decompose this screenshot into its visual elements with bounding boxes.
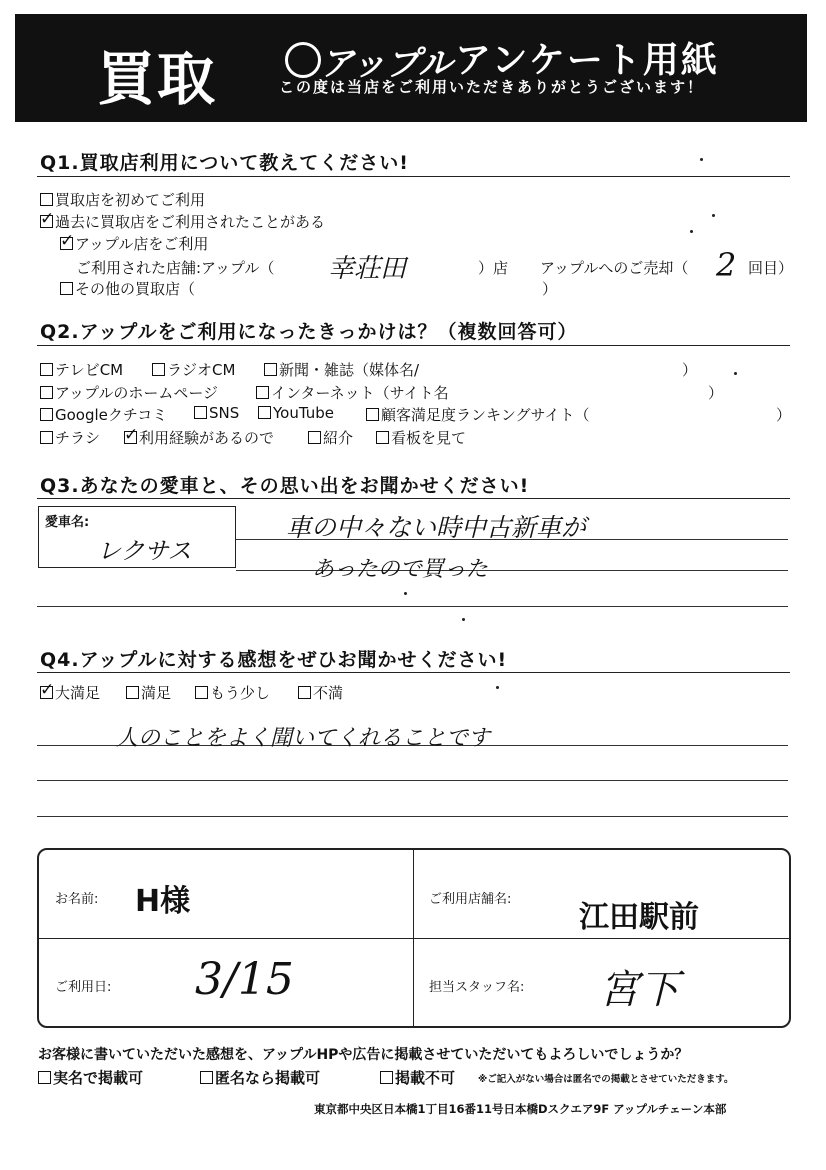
date-value[interactable]: 3/15	[195, 954, 294, 1005]
q1-count-label: アップルへのご売却（	[540, 259, 689, 277]
q1-count-suffix: 回目）	[748, 259, 794, 277]
checkbox[interactable]	[152, 363, 165, 376]
q4-option-dissatisfied[interactable]: 不満	[298, 682, 343, 703]
comment-line-2	[37, 780, 788, 781]
q2-newspaper-close: ）	[682, 361, 698, 379]
checkbox[interactable]	[194, 406, 207, 419]
q2-title: Q2.アップルをご利用になったきっかけは？（複数回答可）	[40, 321, 578, 343]
checkbox-checked[interactable]	[124, 431, 137, 444]
checkbox[interactable]	[200, 1071, 213, 1084]
checkbox[interactable]	[40, 363, 53, 376]
q1-store-suffix: ）店	[478, 259, 509, 277]
comment-line-3	[37, 816, 788, 817]
checkbox[interactable]	[380, 1071, 393, 1084]
scan-speck	[712, 214, 715, 217]
header-subtitle: この度は当店をご利用いただきありがとうございます！	[279, 78, 705, 96]
header-banner	[15, 14, 807, 122]
checkbox-checked[interactable]	[60, 237, 73, 250]
staff-label: 担当スタッフ名:	[429, 980, 525, 995]
q2-option-internet[interactable]: インターネット（サイト名	[256, 382, 449, 403]
q2-option-homepage[interactable]: アップルのホームページ	[40, 382, 218, 403]
publish-note: ※ご記入がない場合は匿名での掲載とさせていただきます。	[478, 1074, 734, 1085]
checkbox[interactable]	[264, 363, 277, 376]
q4-divider	[37, 672, 790, 673]
scan-speck	[734, 372, 737, 375]
checkbox[interactable]	[40, 408, 53, 421]
date-label: ご利用日:	[55, 980, 112, 995]
scan-speck	[404, 592, 407, 595]
q1-option-used-before[interactable]: ✓過去に買取店をご利用されたことがある	[40, 211, 325, 232]
scan-speck	[690, 230, 693, 233]
staff-value[interactable]: 宮下	[599, 967, 679, 1013]
scan-speck	[700, 158, 703, 161]
checkbox[interactable]	[40, 431, 53, 444]
q1-divider	[37, 176, 790, 177]
q2-option-tv[interactable]: テレビCM	[40, 359, 123, 380]
checkbox[interactable]	[195, 686, 208, 699]
store-name-label: ご利用店舗名:	[429, 892, 512, 907]
checkbox[interactable]	[40, 193, 53, 206]
q4-option-very-satisfied[interactable]: ✓大満足	[40, 682, 100, 703]
checkbox[interactable]	[126, 686, 139, 699]
q2-option-radio[interactable]: ラジオCM	[152, 359, 235, 380]
checkbox[interactable]	[308, 431, 321, 444]
q3-divider	[37, 498, 790, 499]
q2-option-experience[interactable]: ✓ 利用経験があるので	[124, 427, 274, 448]
q2-option-youtube[interactable]: YouTube	[258, 404, 334, 422]
name-value[interactable]: H様	[135, 884, 191, 919]
q1-other-close: ）	[542, 280, 558, 298]
q2-option-flyer[interactable]: チラシ	[40, 427, 100, 448]
q2-option-ranking[interactable]: 顧客満足度ランキングサイト（	[366, 404, 590, 425]
q2-option-signboard[interactable]: 看板を見て	[376, 427, 466, 448]
q1-option-other[interactable]: その他の買取店（	[60, 278, 195, 299]
comment-text[interactable]: 人のことをよく聞いてくれることです	[116, 726, 491, 751]
info-horizontal-divider	[39, 938, 789, 939]
car-name-label: 愛車名:	[45, 515, 90, 530]
q2-option-referral[interactable]: 紹介	[308, 427, 353, 448]
q1-option-apple[interactable]: ✓アップル店をご利用	[60, 233, 208, 254]
q4-option-somewhat[interactable]: もう少し	[195, 682, 270, 703]
publish-question: お客様に書いていただいた感想を、アップルHPや広告に掲載させていただいてもよろしいでしょうか？	[38, 1047, 689, 1063]
header-logo: 買取	[97, 45, 218, 113]
scan-speck	[496, 686, 499, 689]
q2-ranking-close: ）	[776, 406, 792, 424]
header-title: アンケート用紙	[455, 40, 719, 81]
header-brand: アップル	[320, 44, 453, 84]
checkbox-checked[interactable]	[40, 215, 53, 228]
car-name-box[interactable]	[38, 506, 236, 568]
q1-store-label: ご利用された店舗:アップル（	[76, 259, 275, 277]
q2-option-newspaper[interactable]: 新聞・雑誌（媒体名/	[264, 359, 419, 380]
apple-logo-icon	[285, 42, 321, 78]
checkbox[interactable]	[60, 282, 73, 295]
q1-count-value[interactable]: 2	[716, 246, 737, 284]
q4-title: Q4.アップルに対する感想をぜひお聞かせください!	[40, 649, 508, 671]
checkbox[interactable]	[38, 1071, 51, 1084]
checkbox[interactable]	[366, 408, 379, 421]
q1-option-first-time[interactable]: 買取店を初めてご利用	[40, 189, 205, 210]
checkbox-checked[interactable]	[40, 686, 53, 699]
name-label: お名前:	[55, 892, 99, 907]
checkbox[interactable]	[376, 431, 389, 444]
q2-option-sns[interactable]: SNS	[194, 404, 239, 422]
q1-title: Q1.買取店利用について教えてください!	[40, 152, 409, 174]
checkbox[interactable]	[40, 386, 53, 399]
customer-info-box	[37, 848, 791, 1028]
memory-text-line1[interactable]: 車の中々ない時中古新車が	[286, 513, 587, 542]
q2-option-google[interactable]: Googleクチコミ	[40, 404, 167, 425]
car-name-value: レクサス	[97, 537, 192, 565]
q1-store-value[interactable]: 幸荘田	[328, 254, 407, 284]
checkbox[interactable]	[256, 386, 269, 399]
q2-divider	[37, 345, 790, 346]
memory-text-line2[interactable]: あったので買った	[312, 557, 488, 582]
checkbox[interactable]	[298, 686, 311, 699]
scan-speck	[462, 618, 465, 621]
footer-address: 東京都中央区日本橋1丁目16番11号日本橋Dスクエア9F アップルチェーン本部	[314, 1102, 727, 1116]
store-name-value[interactable]: 江田駅前	[579, 900, 699, 935]
memory-line-3	[37, 606, 788, 607]
q4-option-satisfied[interactable]: 満足	[126, 682, 171, 703]
publish-no[interactable]: 掲載不可	[380, 1067, 455, 1088]
q2-internet-close: ）	[708, 384, 724, 402]
checkbox[interactable]	[258, 406, 271, 419]
q3-title: Q3.あなたの愛車と、その思い出をお聞かせください!	[40, 475, 530, 497]
publish-anonymous[interactable]: 匿名なら掲載可	[200, 1067, 320, 1088]
publish-real-name[interactable]: 実名で掲載可	[38, 1067, 143, 1088]
